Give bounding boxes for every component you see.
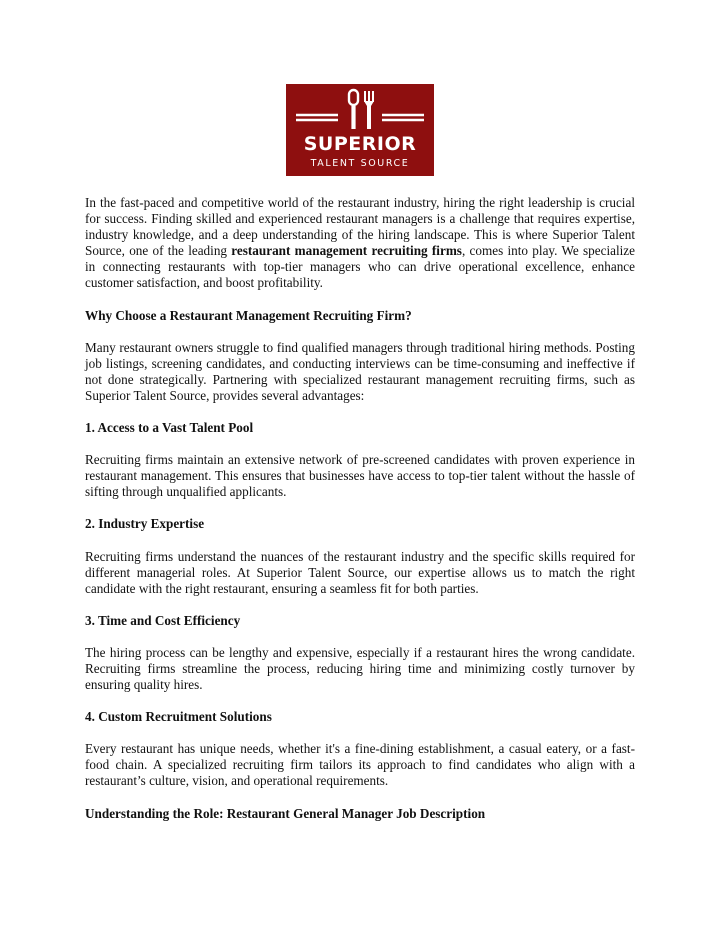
- item-heading-industry-expertise: 2. Industry Expertise: [85, 516, 205, 532]
- item-paragraph-custom-solutions: Every restaurant has unique needs, whether it's a fine-dining establishment, a casual eatery, or a fast-food chain. A specialized recruiting firm tailors its approach to find candidates who align with a restaurant’s culture, vision, and operational requirements.: [85, 741, 635, 789]
- item-paragraph-industry-expertise: Recruiting firms understand the nuances of the restaurant industry and the specific skills required for different managerial roles. At Superior Talent Source, our expertise allows us to match the right candidate with the right restaurant, ensuring a seamless fit for both parties.: [85, 548, 635, 596]
- section-heading-role: Understanding the Role: Restaurant General Manager Job Description: [85, 805, 486, 821]
- item-heading-custom-solutions: 4. Custom Recruitment Solutions: [85, 709, 272, 725]
- svg-text:SUPERIOR: SUPERIOR: [303, 133, 417, 155]
- item-heading-time-cost: 3. Time and Cost Efficiency: [85, 612, 241, 628]
- item-paragraph-time-cost: The hiring process can be lengthy and expensive, especially if a restaurant hires the wrong candidate. Recruiting firms streamline the process, reducing hiring time and minimizing costly turnover by ensuring quality hires.: [85, 644, 635, 693]
- item-paragraph-talent-pool: Recruiting firms maintain an extensive network of pre-screened candidates with proven experience in restaurant management. This ensures that businesses have access to top-tier talent without the hassle of sifting through unqualified applicants.: [85, 452, 635, 500]
- section-paragraph-why: Many restaurant owners struggle to find qualified managers through traditional hiring methods. Posting job listings, screening candidates, and conducting interviews can be time-consuming and ineffective if not done strategically. Partnering with specialized restaurant management recruiting firms, such as Superior Talent Source, provides several advantages:: [85, 339, 635, 403]
- article-body: [85, 195, 635, 822]
- intro-text-end: , comes into play. We specialize in connecting restaurants with top-tier managers who can drive operational excellence, enhance customer satisfaction, and boost profitability.: [85, 243, 636, 291]
- item-heading-talent-pool: 1. Access to a Vast Talent Pool: [85, 420, 254, 436]
- intro-paragraph: [85, 195, 635, 292]
- intro-link-text: restaurant management recruiting firms: [231, 243, 462, 259]
- intro-text-start: In the fast-paced and competitive world of the restaurant industry, hiring the right leadership is crucial for success. Finding skilled and experienced restaurant managers is a challenge that requires expertise, industry knowledge, and a deep understanding of the hiring landscape. This is where Superior Talent Source, one of the leading: [85, 195, 635, 259]
- fork-and-knife-icon: [286, 84, 434, 176]
- company-logo: [286, 84, 434, 176]
- section-heading-why: Why Choose a Restaurant Management Recruiting Firm?: [85, 307, 412, 323]
- svg-text:TALENT SOURCE: TALENT SOURCE: [310, 158, 410, 169]
